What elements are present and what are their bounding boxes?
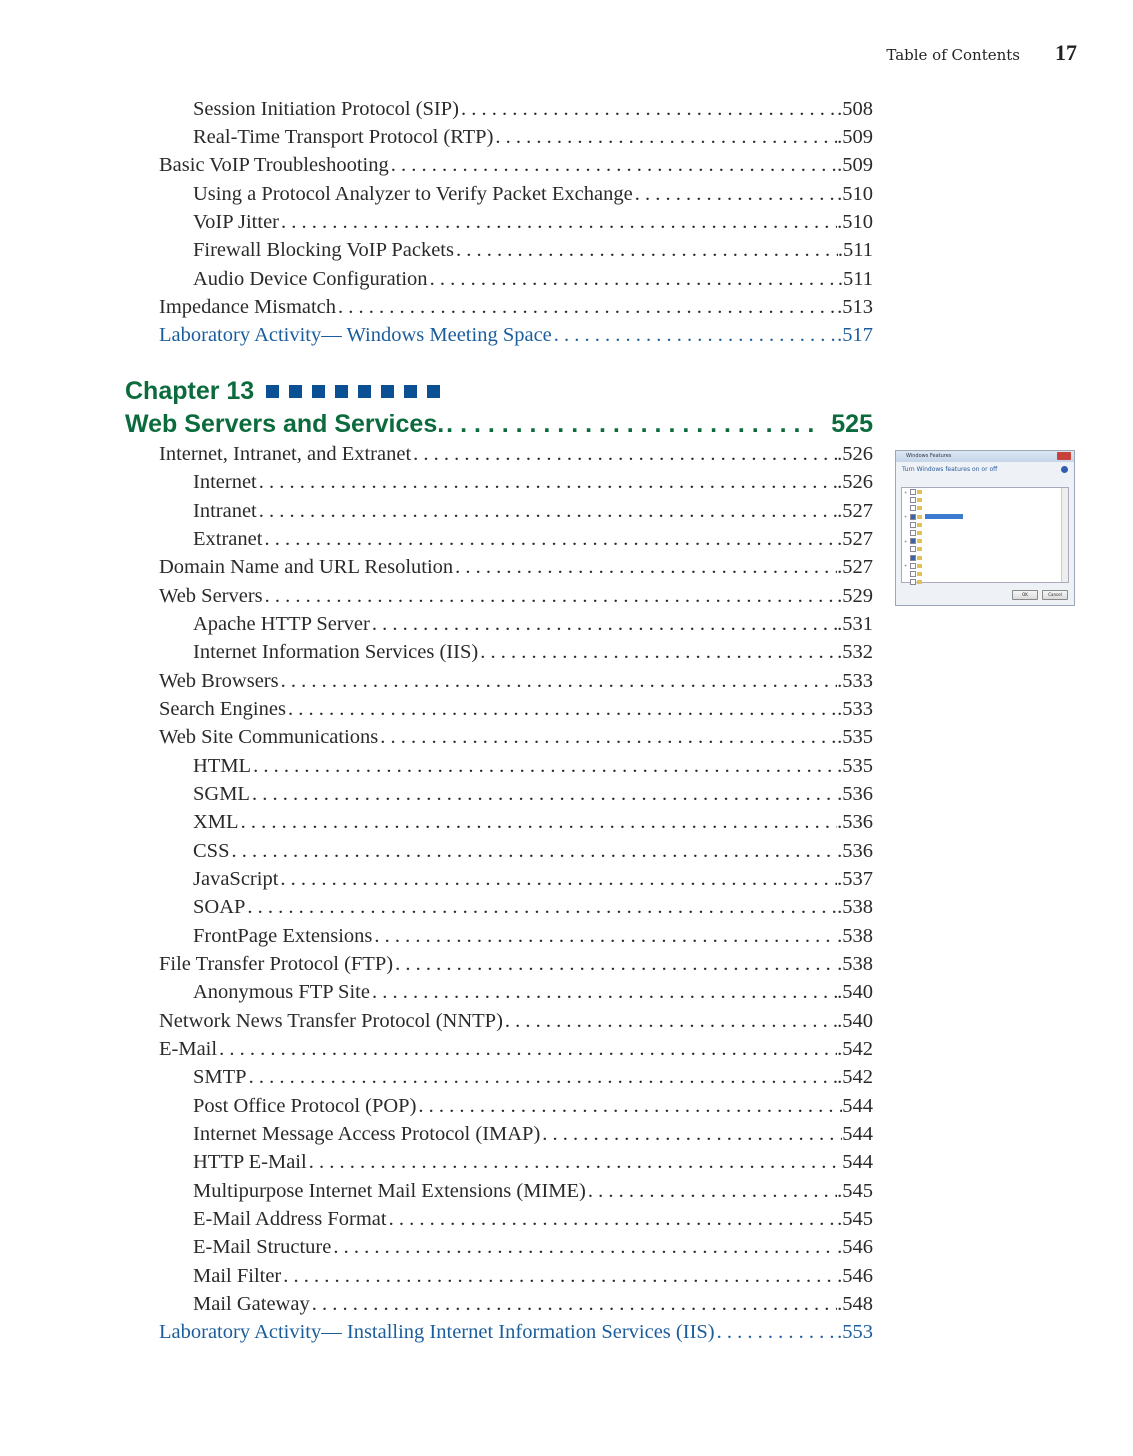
toc-entry-label: SMTP xyxy=(193,1066,247,1088)
toc-entry-label: Domain Name and URL Resolution xyxy=(159,556,454,578)
thumb-scrollbar xyxy=(1061,488,1068,582)
dot-leader xyxy=(259,471,837,494)
toc-entry-label: CSS xyxy=(193,840,230,862)
folder-icon xyxy=(917,556,922,560)
dot-leader xyxy=(281,211,837,234)
toc-entry-page: .511 xyxy=(837,268,873,290)
toc-entry-page: .533 xyxy=(837,698,873,720)
folder-icon xyxy=(917,498,922,502)
dot-leader xyxy=(249,1066,838,1089)
dot-leader xyxy=(717,1321,838,1344)
dot-leader xyxy=(430,268,838,291)
dot-leader xyxy=(495,126,837,149)
dot-leader xyxy=(391,154,837,177)
toc-entry-page: .509 xyxy=(837,154,873,176)
toc-entry-label: Internet Message Access Protocol (IMAP) xyxy=(193,1123,541,1145)
checkbox-icon xyxy=(910,489,916,495)
thumb-cancel-button: Cancel xyxy=(1042,590,1068,600)
toc-entry-page: .535 xyxy=(837,726,873,748)
folder-icon xyxy=(917,531,922,535)
toc-entry[interactable] xyxy=(193,1293,873,1321)
toc-entry-page: .536 xyxy=(837,811,873,833)
square-icon xyxy=(289,385,302,398)
toc-entry[interactable] xyxy=(193,239,873,267)
toc-entry[interactable] xyxy=(193,1265,873,1293)
dot-leader xyxy=(461,98,837,121)
toc-entry-page: .537 xyxy=(837,868,873,890)
toc-entry[interactable] xyxy=(159,1038,873,1066)
toc-entry-page: .527 xyxy=(837,500,873,522)
toc-entry[interactable] xyxy=(159,585,873,613)
toc-entry[interactable] xyxy=(159,953,873,981)
toc-entry-label: XML xyxy=(193,811,239,833)
toc-entry-page: .545 xyxy=(837,1208,873,1230)
dot-leader xyxy=(259,500,837,523)
toc-entry-page: .527 xyxy=(837,528,873,550)
expand-icon: + xyxy=(904,489,908,495)
toc-entry-label: File Transfer Protocol (FTP) xyxy=(159,953,394,975)
toc-entry-page: .553 xyxy=(837,1321,873,1343)
selected-feature-bar xyxy=(925,514,963,519)
toc-entry-label: Search Engines xyxy=(159,698,286,720)
toc-entry-label: Extranet xyxy=(193,528,263,550)
toc-entry-page: .546 xyxy=(837,1236,873,1258)
toc-entry-label: SGML xyxy=(193,783,250,805)
page-number: 17 xyxy=(1055,40,1077,65)
dot-leader xyxy=(283,1265,837,1288)
toc-entry[interactable] xyxy=(193,613,873,641)
toc-entry-label: Intranet xyxy=(193,500,257,522)
toc-entry-label: E-Mail Structure xyxy=(193,1236,332,1258)
toc-entry-page: .548 xyxy=(837,1293,873,1315)
toc-entry[interactable] xyxy=(159,1010,873,1038)
square-icon xyxy=(427,385,440,398)
dot-leader xyxy=(635,183,837,206)
toc-entry-label: Internet Information Services (IIS) xyxy=(193,641,479,663)
dot-leader xyxy=(374,925,837,948)
dot-leader xyxy=(281,670,838,693)
toc-entry-page: .542 xyxy=(837,1038,873,1060)
dot-leader xyxy=(231,840,837,863)
checkbox-icon xyxy=(910,546,916,552)
dot-leader xyxy=(265,585,837,608)
running-head-title: Table of Contents xyxy=(886,46,1020,64)
dot-leader xyxy=(446,410,817,439)
chapter-title-entry[interactable] xyxy=(125,410,873,439)
toc-entry-page: 544 xyxy=(842,1095,873,1117)
toc-entry[interactable] xyxy=(193,783,873,811)
toc-entry-page: .535 xyxy=(837,755,873,777)
toc-entry[interactable] xyxy=(193,981,873,1009)
toc-entry-page: .545 xyxy=(837,1180,873,1202)
toc-entry-label: Using a Protocol Analyzer to Verify Packet Exchange xyxy=(193,183,633,205)
toc-entry-page: .536 xyxy=(837,783,873,805)
thumb-feature-row xyxy=(902,545,1068,553)
thumb-feature-row xyxy=(902,496,1068,504)
toc-entry[interactable] xyxy=(159,698,873,726)
checkbox-icon xyxy=(910,555,916,561)
toc-entry-page: .513 xyxy=(837,296,873,318)
folder-icon xyxy=(917,523,922,527)
toc-entry-page: .536 xyxy=(837,840,873,862)
dot-leader xyxy=(264,528,837,551)
thumb-feature-row xyxy=(902,578,1068,586)
help-icon xyxy=(1061,466,1068,473)
checkbox-icon xyxy=(910,579,916,585)
square-icon xyxy=(404,385,417,398)
dot-leader xyxy=(389,1208,838,1231)
toc-entry-page: .540 xyxy=(837,1010,873,1032)
toc-entry-page: 544 xyxy=(842,1151,873,1173)
toc-entry-page: .546 xyxy=(837,1265,873,1287)
checkbox-icon xyxy=(910,497,916,503)
thumb-feature-row xyxy=(902,562,1068,570)
dot-leader xyxy=(455,556,837,579)
expand-icon: + xyxy=(904,514,908,520)
expand-icon: + xyxy=(904,563,908,569)
dot-leader xyxy=(309,1151,843,1174)
toc-lab-activity-entry[interactable] xyxy=(159,324,873,352)
toc-entry[interactable] xyxy=(193,183,873,211)
toc-entry[interactable] xyxy=(193,1066,873,1094)
thumb-feature-row xyxy=(902,570,1068,578)
toc-entry[interactable] xyxy=(159,670,873,698)
thumb-feature-row xyxy=(902,513,1068,521)
checkbox-icon xyxy=(910,538,916,544)
thumb-buttons xyxy=(1012,590,1068,600)
toc-entry-label: Mail Filter xyxy=(193,1265,282,1287)
expand-icon: + xyxy=(904,538,908,544)
toc-entry-page: .532 xyxy=(837,641,873,663)
toc-entry-page: .517 xyxy=(837,324,873,346)
close-icon xyxy=(1057,452,1071,460)
dot-leader xyxy=(333,1236,837,1259)
toc-lab-activity-entry[interactable] xyxy=(159,1321,873,1349)
toc-entry[interactable] xyxy=(193,925,873,953)
toc-entry[interactable] xyxy=(159,726,873,754)
dot-leader xyxy=(480,641,837,664)
toc-entry-label: FrontPage Extensions xyxy=(193,925,373,947)
toc-entry[interactable] xyxy=(193,1236,873,1264)
dot-leader xyxy=(380,726,837,749)
folder-icon xyxy=(917,564,922,568)
toc-entry-label: VoIP Jitter xyxy=(193,211,279,233)
toc-entry[interactable] xyxy=(193,896,873,924)
toc-entry-label: HTTP E-Mail xyxy=(193,1151,307,1173)
toc-entry[interactable] xyxy=(193,1151,873,1179)
folder-icon xyxy=(917,572,922,576)
chapter-title: Web Servers and Services. xyxy=(125,410,445,438)
square-icon xyxy=(381,385,394,398)
toc-entry-page: .508 xyxy=(837,98,873,120)
thumb-feature-row xyxy=(902,488,1068,496)
toc-entry-page: .538 xyxy=(837,896,873,918)
toc-entry-label: SOAP xyxy=(193,896,246,918)
dot-leader xyxy=(372,981,837,1004)
toc-entry-label: Post Office Protocol (POP) xyxy=(193,1095,417,1117)
toc-entry-page: .510 xyxy=(837,211,873,233)
toc-entry-label: Impedance Mismatch xyxy=(159,296,337,318)
thumb-ok-button: OK xyxy=(1012,590,1038,600)
toc-entry[interactable] xyxy=(193,528,873,556)
folder-icon xyxy=(917,506,922,510)
toc-entry-page: .531 xyxy=(837,613,873,635)
dot-leader xyxy=(505,1010,837,1033)
toc-entry-page: .538 xyxy=(837,925,873,947)
dot-leader xyxy=(219,1038,837,1061)
toc-entry-page: .511 xyxy=(837,239,873,261)
toc-entry-page: .533 xyxy=(837,670,873,692)
toc-entry-label: Network News Transfer Protocol (NNTP) xyxy=(159,1010,503,1032)
square-icon xyxy=(358,385,371,398)
dot-leader xyxy=(372,613,837,636)
toc-entry[interactable] xyxy=(193,1095,873,1123)
toc-entry-label: Firewall Blocking VoIP Packets xyxy=(193,239,454,261)
dot-leader xyxy=(456,239,838,262)
chapter-number: Chapter 13 xyxy=(125,377,255,405)
toc-entry-label: Mail Gateway xyxy=(193,1293,310,1315)
toc-entry-label: Laboratory Activity— Installing Internet Information Services (IIS) xyxy=(159,1321,715,1343)
toc-entry[interactable] xyxy=(193,840,873,868)
toc-entry-label: Basic VoIP Troubleshooting xyxy=(159,154,389,176)
toc-entry[interactable] xyxy=(193,126,873,154)
toc-entry-page: .510 xyxy=(837,183,873,205)
toc-entry[interactable] xyxy=(193,1208,873,1236)
toc-entry-label: Anonymous FTP Site xyxy=(193,981,370,1003)
thumb-titlebar xyxy=(896,451,1074,462)
thumb-feature-list xyxy=(901,487,1069,583)
toc-entry-label: Web Browsers xyxy=(159,670,279,692)
toc-entry-label: Apache HTTP Server xyxy=(193,613,370,635)
checkbox-icon xyxy=(910,522,916,528)
toc-entry[interactable] xyxy=(193,641,873,669)
toc-entry[interactable] xyxy=(193,1123,873,1151)
toc-entry[interactable] xyxy=(159,443,873,471)
toc-entry-label: E-Mail xyxy=(159,1038,218,1060)
toc-entry-page: .540 xyxy=(837,981,873,1003)
dot-leader xyxy=(588,1180,837,1203)
checkbox-icon xyxy=(910,514,916,520)
toc-entry[interactable] xyxy=(193,1180,873,1208)
folder-icon xyxy=(917,547,922,551)
toc-entry[interactable] xyxy=(193,755,873,783)
toc-entry[interactable] xyxy=(193,811,873,839)
folder-icon xyxy=(917,580,922,584)
toc-entry-label: Real-Time Transport Protocol (RTP) xyxy=(193,126,494,148)
checkbox-icon xyxy=(910,505,916,511)
toc-entry-page: .542 xyxy=(837,1066,873,1088)
checkbox-icon xyxy=(910,571,916,577)
toc-entry-page: .509 xyxy=(837,126,873,148)
folder-icon xyxy=(917,515,922,519)
toc-entry[interactable] xyxy=(193,268,873,296)
toc-entry[interactable] xyxy=(193,500,873,528)
dot-leader xyxy=(542,1123,842,1146)
dot-leader xyxy=(288,698,837,721)
toc-entry-label: Web Servers xyxy=(159,585,263,607)
checkbox-icon xyxy=(910,563,916,569)
toc-entry[interactable] xyxy=(159,154,873,182)
toc-entry[interactable] xyxy=(193,868,873,896)
thumb-feature-row xyxy=(902,521,1068,529)
square-icon xyxy=(335,385,348,398)
dot-leader xyxy=(280,868,837,891)
toc-entry-label: Internet, Intranet, and Extranet xyxy=(159,443,412,465)
thumb-window-title: Windows Features xyxy=(906,453,952,459)
thumb-heading: Turn Windows features on or off xyxy=(902,466,998,473)
dot-leader xyxy=(418,1095,842,1118)
chapter-page: 525 xyxy=(831,410,873,438)
thumb-description xyxy=(896,474,1074,484)
folder-icon xyxy=(917,539,922,543)
thumb-feature-row xyxy=(902,529,1068,537)
toc-entry[interactable] xyxy=(159,296,873,324)
toc-entry-label: Session Initiation Protocol (SIP) xyxy=(193,98,459,120)
chapter-decorative-squares xyxy=(266,385,440,398)
toc-entry-page: .529 xyxy=(837,585,873,607)
dot-leader xyxy=(338,296,837,319)
dot-leader xyxy=(241,811,838,834)
toc-entry[interactable] xyxy=(193,211,873,239)
toc-entry-label: Multipurpose Internet Mail Extensions (MIME) xyxy=(193,1180,586,1202)
toc-entry-page: .527 xyxy=(837,556,873,578)
dot-leader xyxy=(253,755,837,778)
toc-entry-label: JavaScript xyxy=(193,868,279,890)
chapter-heading xyxy=(125,377,440,406)
dot-leader xyxy=(252,783,837,806)
dot-leader xyxy=(247,896,837,919)
thumb-feature-row xyxy=(902,504,1068,512)
square-icon xyxy=(266,385,279,398)
toc-entry-page: .526 xyxy=(837,443,873,465)
toc-entry-page: .538 xyxy=(837,953,873,975)
toc-entry-label: E-Mail Address Format xyxy=(193,1208,387,1230)
toc-entry-label: Laboratory Activity— Windows Meeting Space xyxy=(159,324,552,346)
toc-entry[interactable] xyxy=(193,471,873,499)
toc-entry-label: Web Site Communications xyxy=(159,726,379,748)
toc-entry[interactable] xyxy=(159,556,873,584)
dot-leader xyxy=(554,324,837,347)
toc-entry-label: Audio Device Configuration xyxy=(193,268,428,290)
thumb-feature-row xyxy=(902,554,1068,562)
toc-entry-page: 544 xyxy=(842,1123,873,1145)
running-head xyxy=(0,40,1133,70)
toc-entry[interactable] xyxy=(193,98,873,126)
thumb-feature-row xyxy=(902,537,1068,545)
square-icon xyxy=(312,385,325,398)
checkbox-icon xyxy=(910,530,916,536)
folder-icon xyxy=(917,490,922,494)
dot-leader xyxy=(395,953,837,976)
toc-entry-label: HTML xyxy=(193,755,252,777)
dot-leader xyxy=(312,1293,837,1316)
toc-entry-label: Internet xyxy=(193,471,257,493)
dot-leader xyxy=(413,443,837,466)
toc-entry-page: .526 xyxy=(837,471,873,493)
windows-features-thumbnail xyxy=(895,450,1075,606)
